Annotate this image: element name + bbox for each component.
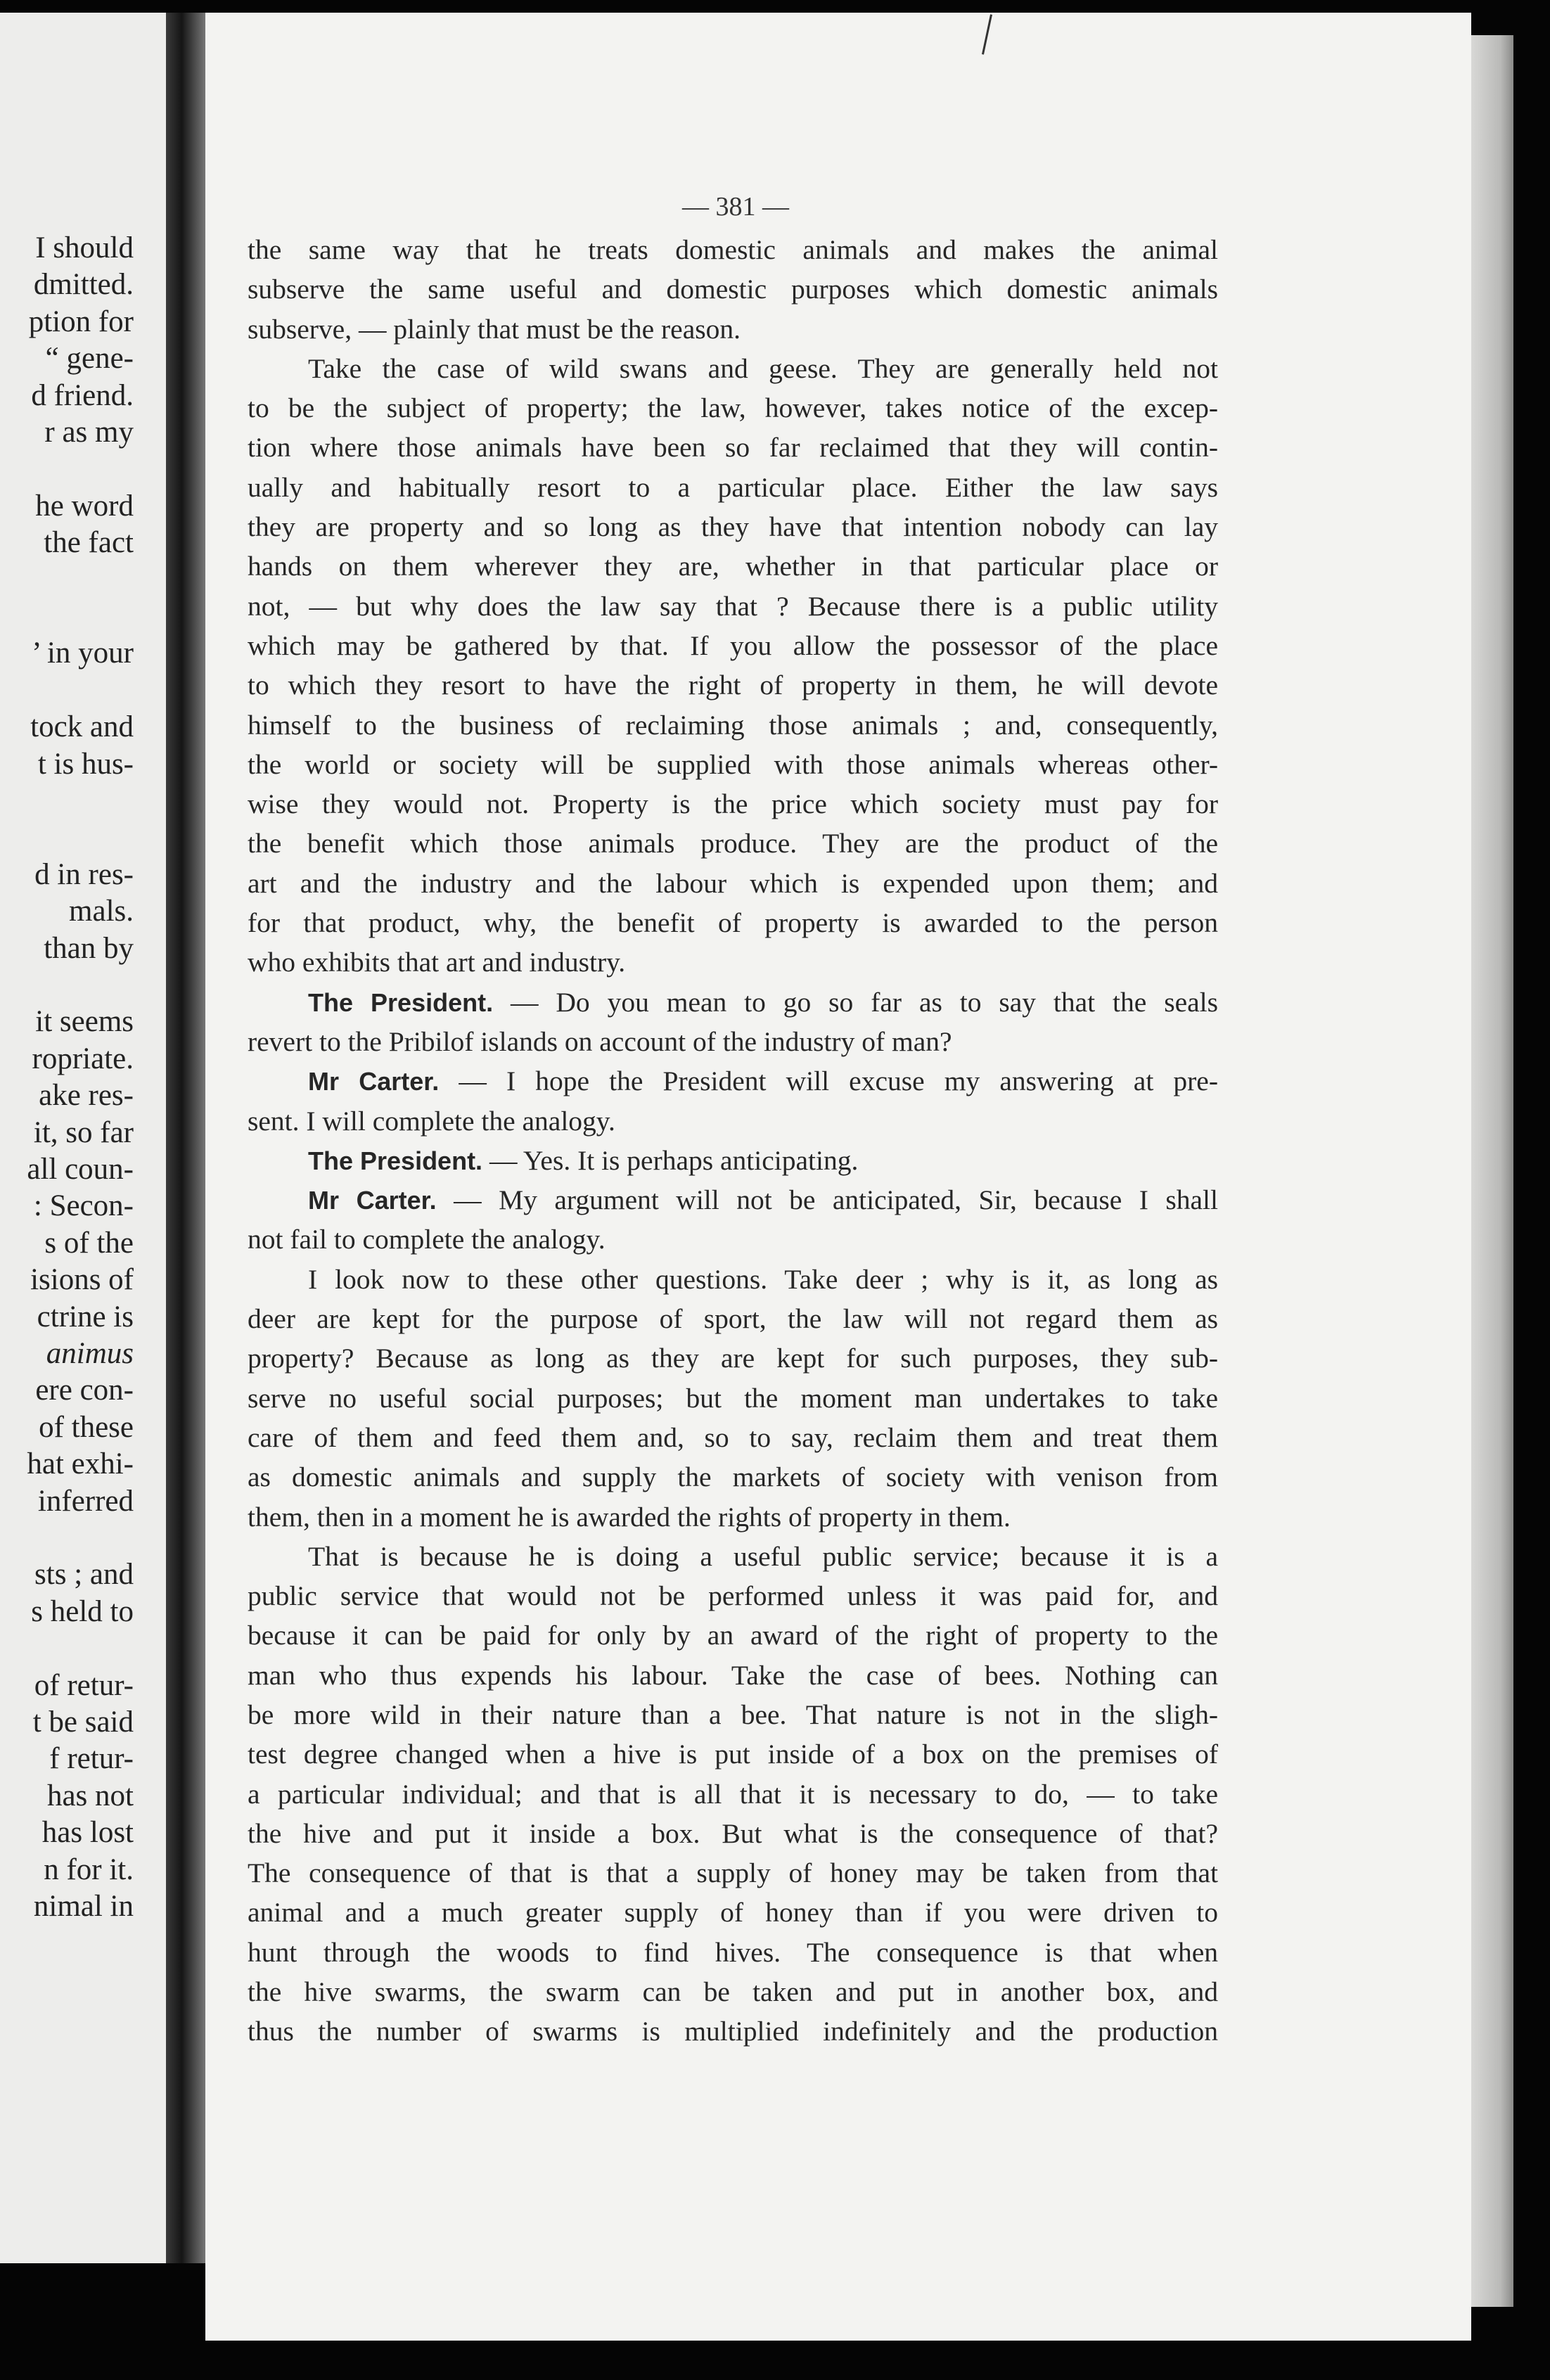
line-text: they are property and so long as they have that intention nobody can lay <box>248 511 1218 543</box>
text-line <box>248 1616 1218 1655</box>
text-line <box>248 1299 1218 1338</box>
text-line <box>248 1972 1218 2011</box>
line-text: because it can be paid for only by an award of the right of property to the <box>248 1620 1218 1651</box>
line-text: property? Because as long as they are kept for such purposes, they sub- <box>248 1343 1218 1374</box>
left-page-line: hat exhi- <box>27 1447 134 1481</box>
left-page-line: ’ in your <box>32 636 134 670</box>
line-text: — My argument will not be anticipated, Sir, because I shall <box>436 1184 1218 1216</box>
text-line <box>248 587 1218 626</box>
left-page-line: n for it. <box>44 1853 134 1886</box>
line-text: the same way that he treats domestic animals and makes the animal <box>248 234 1218 265</box>
left-page-line: ctrine is <box>37 1300 134 1333</box>
left-page-line: the fact <box>44 526 134 560</box>
text-line <box>248 942 1218 982</box>
line-text: the hive and put it inside a box. But what is the consequence of that? <box>248 1817 1218 1849</box>
text-line <box>248 626 1218 665</box>
left-page-line: inferred <box>37 1484 134 1518</box>
line-text: wise they would not. Property is the price which society must pay for <box>248 788 1218 820</box>
line-text: I look now to these other questions. Take deer ; why is it, as long as <box>308 1263 1218 1295</box>
left-page-line: sts ; and <box>34 1558 134 1592</box>
left-page-line: mals. <box>69 895 134 928</box>
line-text: animal and a much greater supply of honey than if you were driven to <box>248 1897 1218 1928</box>
text-line <box>248 1378 1218 1418</box>
left-page-line: f retur- <box>49 1742 134 1776</box>
line-text: public service that would not be performed unless it was paid for, and <box>248 1580 1218 1612</box>
line-text: subserve, — plainly that must be the reason. <box>248 313 741 345</box>
line-text: who exhibits that art and industry. <box>248 947 626 978</box>
speaker-name: Mr Carter. <box>308 1067 440 1096</box>
text-line <box>248 1497 1218 1537</box>
left-page-line: than by <box>44 931 134 965</box>
line-text: which may be gathered by that. If you allow the possessor of the place <box>248 629 1218 661</box>
text-line <box>248 1734 1218 1774</box>
line-text: revert to the Pribilof islands on account of the industry of man? <box>248 1025 952 1057</box>
text-line <box>248 903 1218 942</box>
line-text: thus the number of swarms is multiplied indefinitely and the production <box>248 2016 1218 2047</box>
page-edge <box>1471 35 1513 2307</box>
left-page-line: isions of <box>30 1263 134 1297</box>
body-text <box>248 230 1218 2052</box>
text-line <box>248 1260 1218 1299</box>
text-line <box>248 507 1218 546</box>
left-page-line: s of the <box>44 1226 134 1260</box>
text-line <box>248 388 1218 428</box>
line-text: for that product, why, the benefit of property is awarded to the person <box>248 907 1218 939</box>
left-page-line: t be said <box>32 1706 134 1739</box>
line-text: to be the subject of property; the law, however, takes notice of the excep- <box>248 392 1218 424</box>
text-line <box>248 1695 1218 1734</box>
left-page-line: ropriate. <box>32 1042 134 1075</box>
left-page-line: of these <box>39 1410 134 1444</box>
line-text: as domestic animals and supply the markets of society with venison from <box>248 1461 1218 1493</box>
text-line <box>248 1141 1218 1180</box>
line-text: — Yes. It is perhaps anticipating. <box>482 1144 859 1176</box>
line-text: care of them and feed them and, so to say, reclaim them and treat them <box>248 1421 1218 1453</box>
page-number: — 381 — <box>682 192 789 222</box>
line-text: not, — but why does the law say that ? Because there is a public utility <box>248 590 1218 622</box>
left-page-line: r as my <box>44 416 134 449</box>
text-line <box>248 824 1218 863</box>
line-text: a particular individual; and that is all that it is necessary to do, — to take <box>248 1778 1218 1810</box>
text-line <box>248 2011 1218 2051</box>
left-page-fragment <box>0 13 166 2263</box>
left-page-line: t is hus- <box>37 747 134 781</box>
left-page-line: animus <box>46 1337 134 1370</box>
text-line <box>248 983 1218 1022</box>
text-line <box>248 1101 1218 1141</box>
text-line <box>248 705 1218 745</box>
left-page-line: he word <box>35 489 134 523</box>
left-page-line: ere con- <box>35 1374 134 1407</box>
text-line <box>248 269 1218 309</box>
left-page-line: all coun- <box>27 1153 134 1186</box>
line-text: tion where those animals have been so far reclaimed that they will contin- <box>248 432 1218 463</box>
line-text: hunt through the woods to find hives. The consequence is that when <box>248 1936 1218 1968</box>
line-text: That is because he is doing a useful public service; because it is a <box>308 1540 1218 1572</box>
line-text: deer are kept for the purpose of sport, the law will not regard them as <box>248 1303 1218 1335</box>
line-text: serve no useful social purposes; but the moment man undertakes to take <box>248 1382 1218 1414</box>
text-line <box>248 665 1218 705</box>
left-page-line: I should <box>35 231 134 264</box>
line-text: to which they resort to have the right of property in them, he will devote <box>248 670 1218 701</box>
line-text: hands on them wherever they are, whether in that particular place or <box>248 551 1218 582</box>
text-line <box>248 1022 1218 1061</box>
left-page-line: tock and <box>30 710 134 744</box>
line-text: the hive swarms, the swarm can be taken and put in another box, and <box>248 1976 1218 2008</box>
line-text: Take the case of wild swans and geese. They are generally held not <box>308 352 1218 384</box>
left-page-line: it, so far <box>33 1115 134 1149</box>
text-line <box>248 1061 1218 1101</box>
left-page-line: “ gene- <box>45 342 134 376</box>
text-line <box>248 1893 1218 1932</box>
left-page-line: d friend. <box>31 378 134 412</box>
line-text: not fail to complete the analogy. <box>248 1224 606 1255</box>
speaker-name: The President. <box>308 1146 483 1175</box>
line-text: the world or society will be supplied with those animals whereas other- <box>248 748 1218 780</box>
speaker-name: Mr Carter. <box>308 1186 437 1215</box>
text-line <box>248 1853 1218 1893</box>
text-line <box>248 1774 1218 1814</box>
text-line <box>248 745 1218 784</box>
line-text: be more wild in their nature than a bee. That nature is not in the sligh- <box>248 1698 1218 1730</box>
text-line <box>248 1814 1218 1853</box>
text-line <box>248 1933 1218 1972</box>
text-line <box>248 864 1218 903</box>
left-page-line: it seems <box>35 1005 134 1039</box>
line-text: art and the industry and the labour which is expended upon them; and <box>248 867 1218 899</box>
line-text: the benefit which those animals produce. They are the product of the <box>248 828 1218 859</box>
line-text: himself to the business of reclaiming those animals ; and, consequently, <box>248 709 1218 741</box>
speaker-name: The President. <box>308 987 494 1017</box>
line-text: — Do you mean to go so far as to say that the seals <box>493 986 1218 1018</box>
text-line <box>248 349 1218 388</box>
left-page-line: dmitted. <box>33 268 134 302</box>
book-gutter <box>166 13 205 2263</box>
text-line <box>248 1180 1218 1220</box>
text-line <box>248 1338 1218 1378</box>
text-line <box>248 1656 1218 1695</box>
text-line <box>248 1220 1218 1259</box>
line-text: The consequence of that is that a supply of honey may be taken from that <box>248 1857 1218 1889</box>
line-text: man who thus expends his labour. Take the case of bees. Nothing can <box>248 1659 1218 1691</box>
text-line <box>248 428 1218 467</box>
text-line <box>248 230 1218 269</box>
text-line <box>248 1576 1218 1616</box>
line-text: subserve the same useful and domestic purposes which domestic animals <box>248 274 1218 305</box>
line-text: test degree changed when a hive is put inside of a box on the premises of <box>248 1739 1218 1770</box>
text-line <box>248 1537 1218 1576</box>
text-line <box>248 468 1218 507</box>
text-line <box>248 309 1218 349</box>
line-text: sent. I will complete the analogy. <box>248 1105 615 1137</box>
left-page-line: ption for <box>28 305 134 338</box>
left-page-line: ake res- <box>39 1079 134 1113</box>
text-line <box>248 784 1218 824</box>
line-text: ually and habitually resort to a particular place. Either the law says <box>248 471 1218 503</box>
left-page-line: d in res- <box>34 857 134 891</box>
text-line <box>248 1418 1218 1457</box>
line-text: them, then in a moment he is awarded the rights of property in them. <box>248 1501 1011 1533</box>
left-page-line: of retur- <box>34 1668 134 1702</box>
text-line <box>248 546 1218 586</box>
left-page-line: nimal in <box>33 1890 134 1923</box>
text-line <box>248 1457 1218 1497</box>
left-page-line: : Secon- <box>33 1189 134 1223</box>
line-text: — I hope the President will excuse my answering at pre- <box>439 1066 1218 1097</box>
left-page-line: has lost <box>41 1816 134 1850</box>
left-page-line: s held to <box>31 1594 134 1628</box>
left-page-line: has not <box>46 1779 134 1812</box>
